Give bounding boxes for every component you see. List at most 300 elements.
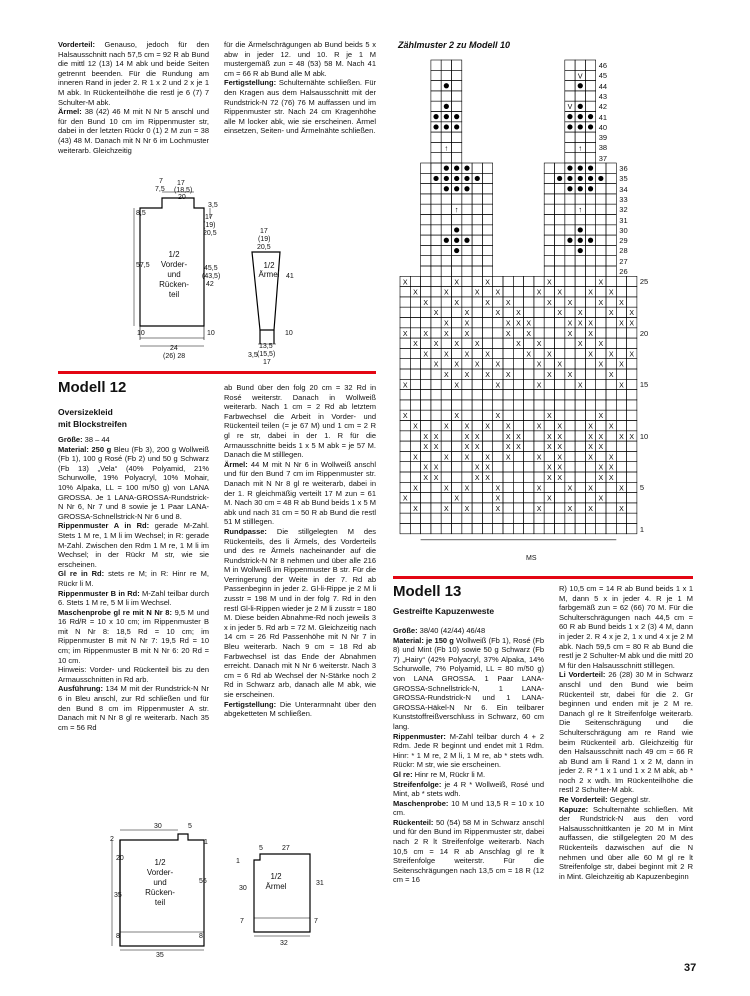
chart-cell <box>400 451 410 461</box>
chart-dot <box>444 166 449 171</box>
piece-label-line: Vorder- <box>160 260 188 269</box>
chart-cell <box>616 472 626 482</box>
chart-symbol: X <box>547 351 552 359</box>
chart-cell <box>482 194 492 204</box>
chart-symbol: X <box>413 505 418 513</box>
chart-symbol: X <box>413 454 418 462</box>
chart-cell <box>452 462 462 472</box>
paragraph-lead: Ärmel: <box>58 107 82 117</box>
chart-cell <box>596 328 606 338</box>
chart-cell <box>596 348 606 358</box>
chart-cell <box>441 513 451 523</box>
chart-cell <box>606 328 616 338</box>
chart-symbol: X <box>608 289 614 297</box>
chart-cell <box>585 194 595 204</box>
chart-cell <box>565 359 575 369</box>
chart-cell <box>441 307 451 317</box>
subtitle: mit Blockstreifen <box>58 419 127 429</box>
paragraph <box>559 584 693 670</box>
chart-dot <box>567 186 572 191</box>
chart-symbol: X <box>547 279 552 287</box>
chart-symbol: X <box>485 464 490 472</box>
dim: (15,5) <box>257 351 276 358</box>
chart-symbol: X <box>567 330 573 338</box>
chart-cell <box>555 493 565 503</box>
chart-cell <box>555 225 565 235</box>
chart-cell <box>482 266 492 276</box>
piece-label-line: teil <box>168 290 180 299</box>
chart-cell <box>441 215 451 225</box>
dim: (18,5) <box>174 187 193 194</box>
chart-cell <box>472 307 482 317</box>
chart-cell <box>596 451 606 461</box>
chart-cell <box>627 421 637 431</box>
paragraph-lead: Rippenmuster A in Rd: <box>58 521 150 531</box>
dim: 45,5 <box>204 265 218 272</box>
dim: 30 <box>239 885 247 892</box>
chart-cell <box>462 194 472 204</box>
chart-cell <box>441 410 451 420</box>
chart-cell <box>400 482 410 492</box>
chart-cell <box>627 451 637 461</box>
chart-cell <box>462 338 472 348</box>
chart-row-label: 35 <box>619 174 628 184</box>
chart-dot <box>588 124 593 129</box>
column-4-modell-13 <box>559 584 693 881</box>
chart-symbol: X <box>567 299 573 307</box>
paragraph <box>224 40 376 78</box>
chart-cell <box>472 235 482 245</box>
chart-symbol: X <box>547 464 552 472</box>
chart-symbol: X <box>526 351 532 359</box>
piece-label-line: teil <box>154 898 166 907</box>
chart-symbol: X <box>505 320 511 328</box>
chart-symbol: X <box>485 279 490 287</box>
chart-cell <box>565 153 575 163</box>
chart-cell <box>431 225 441 235</box>
dim: 10 <box>207 330 215 337</box>
chart-symbol: X <box>567 320 573 328</box>
chart-cell <box>534 493 544 503</box>
chart-symbol: X <box>547 413 552 421</box>
chart-cell <box>441 524 451 534</box>
chart-symbol: X <box>505 423 511 431</box>
chart-symbol: X <box>557 444 562 452</box>
paragraph-text: stets re M; in R: Hinr re M, Rückr li M. <box>58 569 209 588</box>
chart-symbol: X <box>423 475 429 482</box>
chart-symbol: X <box>423 433 429 441</box>
chart-cell <box>452 431 462 441</box>
chart-row-label: 42 <box>598 102 608 112</box>
chart-cell <box>596 421 606 431</box>
chart-dot <box>464 186 469 191</box>
chart-cell <box>462 462 472 472</box>
chart-cell <box>534 348 544 358</box>
chart-symbol: V <box>567 104 573 112</box>
chart-cell <box>555 256 565 266</box>
chart-cell <box>596 400 606 410</box>
chart-dot <box>454 186 459 191</box>
chart-cell <box>472 503 482 513</box>
chart-cell <box>627 276 637 286</box>
chart-cell <box>585 513 595 523</box>
chart-cell <box>575 287 585 297</box>
chart-dot <box>454 248 459 253</box>
chart-cell <box>544 513 554 523</box>
chart-cell <box>410 318 420 328</box>
chart-cell <box>472 451 482 461</box>
chart-dot <box>433 114 438 119</box>
chart-cell <box>575 462 585 472</box>
chart-symbol: X <box>433 310 439 318</box>
chart-symbol: ↑ <box>454 205 459 215</box>
chart-cell <box>421 513 431 523</box>
chart-cell <box>534 462 544 472</box>
chart-cell <box>513 472 523 482</box>
piece-label-line: 1/2 <box>270 872 282 881</box>
chart-cell <box>482 524 492 534</box>
chart-cell <box>472 204 482 214</box>
chart-cell <box>606 493 616 503</box>
chart-dot <box>433 176 438 181</box>
chart-symbol: X <box>588 351 593 359</box>
dim: 41 <box>286 273 294 280</box>
chart-symbol: X <box>444 485 449 493</box>
chart-symbol: X <box>505 454 511 462</box>
paragraph <box>224 78 376 136</box>
paragraph-lead: Maschenprobe: <box>393 798 449 808</box>
chart-cell <box>606 235 616 245</box>
chart-dot <box>567 166 572 171</box>
paragraph-text: 134 M mit der Rundstrick-N Nr 6 in Bleu anschl, zur Rd schließen und für den Bund 8 cm im Rippenmuster A str. Danach mit N Nr 8 gl re weiterarb. Nach 35 cm = 56 Rd <box>58 684 209 732</box>
chart-cell <box>627 524 637 534</box>
paragraph-text: 10 M und 13,5 R = 10 x 10 cm. <box>393 798 544 818</box>
chart-cell <box>493 276 503 286</box>
chart-cell <box>431 379 441 389</box>
chart-cell <box>493 338 503 348</box>
chart-cell <box>462 379 472 389</box>
chart-cell <box>534 513 544 523</box>
paragraph-text: 44 M mit N Nr 6 in Wollweiß anschl und für den Bund 7 cm im Rippenmuster str. Danach mit N Nr 8 gl re weiterarb, dabei in der 1. R gleichmäßig verteilt 17 M zun = 61 M. Nach 30 cm = 48 R ab Bund beids 1 x 5 M abk und nach 31 cm = 50 R ab Bund die restl 51 M stilllegen. <box>224 459 376 527</box>
chart-symbol: X <box>536 454 542 462</box>
chart-symbol: X <box>495 495 501 503</box>
chart-cell <box>565 410 575 420</box>
dim: 3,5 <box>208 202 218 209</box>
chart-cell <box>585 81 595 91</box>
chart-cell <box>606 163 616 173</box>
chart-symbol: X <box>433 361 439 369</box>
paragraph-text: 26 (28) 30 M in Schwarz anschl und den Bund wie beim Rückenteil str, dabei für die 2. Gr beginnen und enden mit je 2 M re. Danach gl re lt Streifenfolge weiterarb. Die Seitenschrägung und die Schulterschrägung am re Rand wie beim Rückenteil arb. Gleichzeitig für den Halsausschnitt nach 49 cm = 66 R ab Bund am li Rand 1 x 2 M, dann in jeder 2. R * 1 x 1 und 1 x 2 M abk, ab * noch 2 x wdh. Im Rückenteilhöhe die restl 2 Schulter-M abk. <box>559 670 693 795</box>
chart-symbol: X <box>402 382 408 390</box>
chart-cell <box>544 256 554 266</box>
chart-cell <box>462 410 472 420</box>
chart-cell <box>544 184 554 194</box>
chart-cell <box>544 245 554 255</box>
chart-symbol: X <box>516 310 521 318</box>
paragraph <box>58 435 209 445</box>
chart-cell <box>627 359 637 369</box>
dim: 20 <box>178 194 186 201</box>
chart-symbol: X <box>608 372 614 379</box>
paragraph-text: M-Zahl teilbar durch 4 + 2 Rdm. Jede R beginnt und endet mit 1 Rdm. Hinr: * 1 M re, 2 M li, 1 M re, ab * stets wdh. Rückr: M str, wie sie erscheinen. <box>393 731 544 770</box>
chart-symbol: X <box>444 505 449 513</box>
dim: 17 <box>177 180 185 187</box>
dim: 7 <box>240 918 244 925</box>
paragraph-text: Die stillgelegten M des Rückenteils, des li Ärmels, des Vorderteils und des re Ärmels nacheinander auf die Rundstrick-N Nr 8 nehmen und über alle 216 M in Wollweiß im Rippenmuster B str. Für die Verringerung der Weite in der 7. Rd ab Passenbeginn in jeder 2. Gl-li-Rippe je 2 M li zusstr = 198 M und in der folg 7. Rd in den restl Gl-li-Rippen wieder je 2 M li zusstr = 180 M. Diese beiden Abnahme-Rd noch jeweils 3 x in jeder 5. Rd arb = 72 M. Gleichzeitig nach 14 cm = 26 Rd Passenhöhe mit N Nr 7 in Bleu weiterarb. Nach 9 cm = 18 Rd ab Farbwechsel ist das Ende der Abnahmen erreicht. Danach mit N Nr 6 weiterstr. Nach 3 cm = 6 Rd ab Wechsel der N-Stärke noch 2 Rd in Schwarz arb, danach alle M abk, wie sie erscheinen. <box>224 526 376 699</box>
piece-label-line: Rücken- <box>145 888 175 897</box>
chart-cell <box>596 369 606 379</box>
chart-symbol: X <box>608 423 614 431</box>
chart-cell <box>606 482 616 492</box>
chart-symbol: X <box>588 320 593 328</box>
paragraph-lead: Li Vorderteil: <box>559 670 606 680</box>
chart-cell <box>565 524 575 534</box>
chart-cell <box>616 410 626 420</box>
chart-cell <box>534 328 544 338</box>
chart-symbol: X <box>547 433 552 441</box>
chart-symbol: X <box>557 361 562 369</box>
chart-row-label: 36 <box>619 164 628 173</box>
chart-cell <box>462 513 472 523</box>
chart-cell <box>431 91 441 101</box>
chart-cell <box>431 70 441 80</box>
chart-cell <box>472 482 482 492</box>
chart-symbol: X <box>413 341 418 349</box>
chart-cell <box>575 215 585 225</box>
chart-cell <box>524 513 534 523</box>
chart-symbol: X <box>423 351 429 359</box>
chart-cell <box>462 400 472 410</box>
chart-cell <box>452 400 462 410</box>
chart-cell <box>524 421 534 431</box>
chart-cell <box>503 524 513 534</box>
chart-cell <box>544 359 554 369</box>
chart-cell <box>596 390 606 400</box>
chart-cell <box>441 493 451 503</box>
chart-symbol: X <box>433 464 439 472</box>
chart-cell <box>606 266 616 276</box>
chart-row-label: 31 <box>619 215 628 225</box>
chart-cell <box>482 307 492 317</box>
chart-title: Zählmuster 2 zu Modell 10 <box>398 40 511 50</box>
chart-symbol: X <box>588 330 593 338</box>
chart-symbol: X <box>423 299 429 307</box>
chart-cell <box>431 184 441 194</box>
chart-cell <box>606 379 616 389</box>
chart-symbol: X <box>423 464 429 472</box>
dim: 35 <box>114 892 122 899</box>
chart-cell <box>575 472 585 482</box>
chart-cell <box>421 421 431 431</box>
chart-cell <box>400 287 410 297</box>
chart-cell <box>565 307 575 317</box>
chart-cell <box>472 369 482 379</box>
chart-cell <box>544 400 554 410</box>
chart-cell <box>431 256 441 266</box>
chart-cell <box>565 338 575 348</box>
chart-cell <box>565 204 575 214</box>
chart-cell <box>575 153 585 163</box>
chart-dot <box>578 186 583 191</box>
column-2-top <box>224 40 376 136</box>
chart-cell <box>482 287 492 297</box>
chart-cell <box>534 524 544 534</box>
paragraph <box>224 527 376 700</box>
paragraph-lead: Gl re: <box>393 769 413 779</box>
paragraph-lead: Material: je 150 g <box>393 635 454 645</box>
chart-cell <box>585 215 595 225</box>
section-title-modell-12: Modell 12 <box>58 379 127 396</box>
chart-symbol: X <box>454 413 459 421</box>
dim: 27 <box>282 845 290 852</box>
chart-row-label: 43 <box>598 91 608 101</box>
chart-symbol: X <box>464 485 470 493</box>
chart-cell <box>421 307 431 317</box>
chart-cell <box>627 410 637 420</box>
chart-cell <box>555 410 565 420</box>
chart-cell <box>462 390 472 400</box>
paragraph-text: Hinr re M, Rückr li M. <box>412 769 486 779</box>
chart-cell <box>410 348 420 358</box>
chart-cell <box>462 225 472 235</box>
chart-cell <box>565 215 575 225</box>
chart-cell <box>524 287 534 297</box>
chart-cell <box>431 101 441 111</box>
chart-cell <box>431 524 441 534</box>
chart-symbol: X <box>444 330 449 338</box>
chart-cell <box>565 462 575 472</box>
chart-cell <box>627 472 637 482</box>
chart-symbol: X <box>505 444 511 452</box>
chart-cell <box>565 513 575 523</box>
chart-cell <box>627 503 637 513</box>
chart-cell <box>462 256 472 266</box>
chart-cell <box>421 503 431 513</box>
chart-symbol: X <box>454 341 459 349</box>
chart-cell <box>565 400 575 410</box>
chart-cell <box>503 513 513 523</box>
chart-symbol: ↑ <box>578 143 583 153</box>
chart-cell <box>421 451 431 461</box>
chart-cell <box>431 142 441 152</box>
dim: 7 <box>314 918 318 925</box>
chart-cell <box>472 524 482 534</box>
chart-dot <box>578 248 583 253</box>
chart-cell <box>472 245 482 255</box>
chart-dot <box>567 124 572 129</box>
chart-cell <box>575 369 585 379</box>
chart-cell <box>472 225 482 235</box>
chart-row-label: 29 <box>619 236 628 246</box>
chart-cell <box>431 369 441 379</box>
chart-cell <box>452 81 462 91</box>
chart-cell <box>565 225 575 235</box>
chart-cell <box>585 400 595 410</box>
paragraph-lead: Rückenteil: <box>393 817 434 827</box>
chart-symbol: X <box>474 341 480 349</box>
chart-cell <box>544 194 554 204</box>
chart-cell <box>493 462 503 472</box>
chart-cell <box>616 390 626 400</box>
chart-cell <box>421 379 431 389</box>
paragraph-text: Wollweiß (Fb 1), Rosé (Fb 8) und Mint (Fb 10) sowie 50 g Schwarz (Fb 7) „Hairy“ (42% Polyacryl, 37% Alpaka, 14% Schurwolle, 7% Polyamid, LL = 80 m/50 g) von LANA GROSSA. 1 Paar LANA-GROSSA-Schnellstrick-N, 1 LANA-GROSSA-Rundstrick-N und 1 LANA-GROSSA-Häkel-N Nr 6. Ein teilbarer Kunststoffreißverschluss in Schwarz, 60 cm lang. <box>393 635 544 731</box>
chart-symbol: X <box>495 289 501 297</box>
dim: 10 <box>137 330 145 337</box>
chart-row-label: 30 <box>619 225 628 235</box>
paragraph-lead: Gl re in Rd: <box>58 569 105 579</box>
chart-symbol: ↑ <box>444 143 449 153</box>
subtitle: Oversizekleid <box>58 407 113 417</box>
chart-cell <box>534 400 544 410</box>
chart-cell <box>544 287 554 297</box>
paragraph <box>393 780 544 799</box>
chart-cell <box>565 132 575 142</box>
chart-cell <box>493 524 503 534</box>
chart-symbol: X <box>619 382 624 390</box>
chart-cell <box>575 451 585 461</box>
chart-row-label: 41 <box>598 112 608 122</box>
chart-symbol: X <box>413 485 418 493</box>
chart-cell <box>575 194 585 204</box>
chart-cell <box>616 513 626 523</box>
chart-cell <box>616 441 626 451</box>
chart-symbol: X <box>454 382 459 390</box>
chart-cell <box>462 297 472 307</box>
chart-cell <box>585 153 595 163</box>
chart-cell <box>513 513 523 523</box>
chart-cell <box>452 142 462 152</box>
chart-cell <box>565 81 575 91</box>
chart-cell <box>441 256 451 266</box>
chart-row-label: 20 <box>639 328 649 338</box>
paragraph <box>58 445 209 522</box>
chart-symbol: X <box>485 351 490 359</box>
chart-cell <box>565 451 575 461</box>
paragraph <box>58 107 209 155</box>
chart-cell <box>565 379 575 389</box>
chart-cell <box>452 318 462 328</box>
chart-symbol: X <box>454 361 459 369</box>
chart-cell <box>524 276 534 286</box>
chart-cell <box>555 348 565 358</box>
chart-symbol: X <box>402 330 408 338</box>
chart-cell <box>544 215 554 225</box>
chart-cell <box>493 431 503 441</box>
chart-cell <box>616 338 626 348</box>
chart-cell <box>596 163 606 173</box>
chart-cell <box>503 410 513 420</box>
chart-symbol: X <box>423 444 429 452</box>
chart-cell <box>482 390 492 400</box>
chart-symbol: X <box>495 310 501 318</box>
chart-symbol: X <box>413 289 418 297</box>
chart-cell <box>513 348 523 358</box>
chart-cell <box>575 297 585 307</box>
paragraph <box>393 732 544 770</box>
chart-cell <box>575 400 585 410</box>
chart-symbol: X <box>619 361 624 369</box>
paragraph-lead: Fertigstellung: <box>224 78 277 88</box>
chart-symbol: X <box>464 320 470 328</box>
chart-cell <box>493 390 503 400</box>
chart-cell <box>596 482 606 492</box>
paragraph-text: für die Ärmelschrägungen ab Bund beids 5 x abw in jeder 12. und 10. R je 1 M mustergemäß zun = 48 (53) 58 M. Nach 41 cm = 66 R ab Bund alle M abk. <box>224 40 376 78</box>
chart-cell <box>452 328 462 338</box>
chart-cell <box>431 60 441 70</box>
chart-symbol: X <box>402 279 408 287</box>
chart-cell <box>452 215 462 225</box>
chart-row-label: 40 <box>598 122 608 132</box>
